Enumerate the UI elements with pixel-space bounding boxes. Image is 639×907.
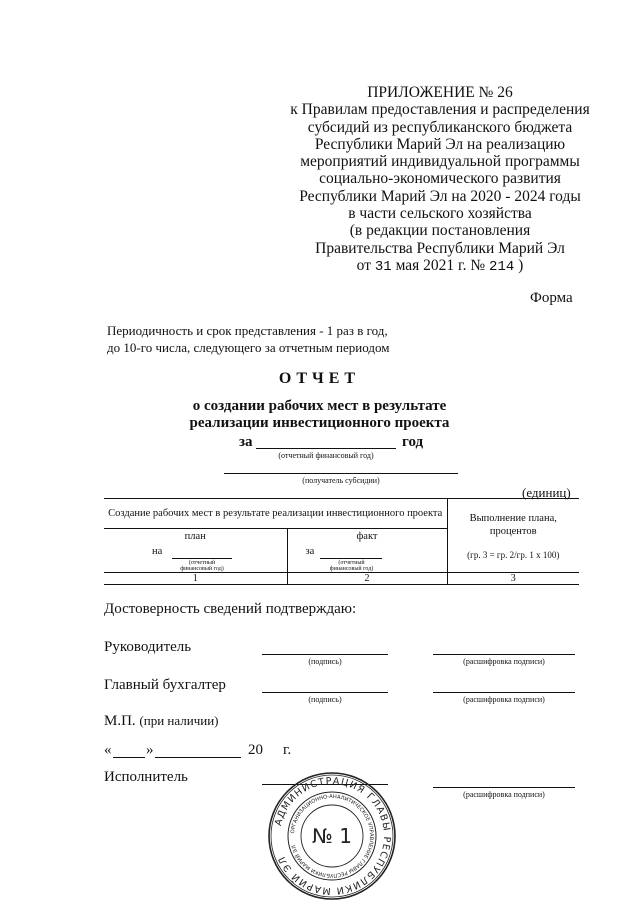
head-signature-field[interactable] — [262, 654, 388, 655]
year-caption: (отчетный финансовый год) — [278, 451, 374, 460]
fact-prefix: за — [305, 546, 315, 557]
header-date-line — [275, 257, 605, 276]
decode-caption: (расшифровка подписи) — [463, 657, 545, 666]
seal-icon — [262, 770, 402, 902]
fact-header: факт — [356, 531, 378, 542]
report-table — [104, 498, 579, 585]
report-subtitle — [0, 398, 639, 432]
accountant-decode-field[interactable] — [433, 692, 575, 693]
accountant-signature-field[interactable] — [262, 692, 388, 693]
header-line: в части сельского хозяйства — [348, 205, 532, 223]
date-day: 31 — [374, 258, 392, 275]
col-number: 2 — [287, 573, 447, 585]
fact-period-field[interactable] — [320, 558, 382, 559]
mp-note: (при наличии) — [139, 713, 219, 728]
header-line: к Правилам предоставления и распределения — [290, 101, 590, 119]
recipient-field[interactable] — [224, 473, 458, 474]
header-line: (в редакции постановления — [349, 222, 531, 240]
date-month-year: мая 2021 г. № — [395, 256, 486, 274]
plan-header: план — [184, 531, 206, 542]
date-month-field[interactable] — [155, 757, 241, 758]
decode-caption: (расшифровка подписи) — [463, 790, 545, 799]
header-line: Республики Марий Эл на 2020 - 2024 годы — [299, 187, 581, 205]
signature-caption: (подпись) — [308, 657, 342, 666]
report-title: ОТЧЕТ — [278, 370, 361, 387]
executor-decode-field[interactable] — [433, 787, 575, 788]
exec-formula: (гр. 3 = гр. 2/гр. 1 х 100) — [467, 549, 560, 560]
date-open-quote: « — [104, 742, 112, 758]
seal-inner-text: ОРГАНИЗАЦИОННО-АНАЛИТИЧЕСКОЕ УПРАВЛЕНИЕ ГЛАВЫ РЕСПУБЛИКИ МАРИЙ ЭЛ — [290, 793, 375, 879]
head-decode-field[interactable] — [433, 654, 575, 655]
confirmation-text: Достоверность сведений подтверждаю: — [104, 601, 357, 617]
date-prefix: от — [356, 256, 371, 274]
year-suffix: год — [402, 434, 424, 450]
periodicity-line: Периодичность и срок представления - 1 раз в год, — [107, 323, 388, 338]
periodicity-line: до 10-го числа, следующего за отчетным периодом — [107, 340, 390, 355]
executor-label: Исполнитель — [104, 769, 188, 785]
header-line: Республики Марий Эл на реализацию — [314, 135, 566, 153]
seal-place — [104, 713, 218, 730]
col-number: 3 — [447, 573, 579, 585]
signature-caption: (подпись) — [308, 695, 342, 704]
plan-header-cell — [104, 529, 287, 573]
year-field[interactable] — [256, 448, 396, 449]
appendix-header — [275, 84, 605, 276]
date-day-field[interactable] — [113, 757, 145, 758]
plan-period-caption: (отчетный финансовый год) — [180, 560, 224, 572]
plan-prefix: на — [152, 546, 163, 557]
date-year-suffix: г. — [283, 742, 292, 758]
decode-caption: (расшифровка подписи) — [463, 695, 545, 704]
header-line: мероприятий индивидуальной программы — [300, 153, 580, 171]
units-label: (единиц) — [522, 485, 571, 500]
recipient-caption: (получатель субсидии) — [302, 476, 380, 485]
official-seal — [262, 770, 402, 907]
date-close-quote: » — [146, 742, 154, 758]
header-line: субсидий из республиканского бюджета — [307, 118, 573, 136]
head-label: Руководитель — [104, 639, 192, 655]
year-prefix: за — [239, 434, 253, 450]
form-label: Форма — [530, 290, 573, 306]
accountant-label: Главный бухгалтер — [104, 677, 226, 693]
subtitle-line: реализации инвестиционного проекта — [189, 415, 450, 431]
date-suffix: ) — [518, 256, 524, 274]
header-line: Правительства Республики Марий Эл — [315, 239, 565, 257]
subtitle-line: о создании рабочих мест в результате — [192, 398, 447, 414]
seal-outer-text: АДМИНИСТРАЦИЯ ГЛАВЫ РЕСПУБЛИКИ МАРИЙ ЭЛ — [273, 775, 393, 897]
plan-period-field[interactable] — [172, 558, 232, 559]
periodicity-note — [107, 322, 389, 356]
date-year-prefix: 20 — [248, 742, 263, 758]
mp-label: М.П. — [104, 713, 136, 729]
fact-header-cell — [287, 529, 447, 573]
exec-header-cell — [447, 499, 579, 573]
col-number: 1 — [104, 573, 287, 585]
seal-number: № 1 — [312, 824, 352, 848]
exec-header: Выполнение плана, процентов — [469, 512, 557, 537]
header-line: социально-экономического развития — [319, 170, 561, 188]
date-number: 214 — [489, 258, 515, 275]
group-header: Создание рабочих мест в результате реализации инвестиционного проекта — [104, 499, 447, 529]
fact-period-caption: (отчетный финансовый год) — [329, 560, 374, 572]
header-line: ПРИЛОЖЕНИЕ № 26 — [367, 84, 513, 101]
